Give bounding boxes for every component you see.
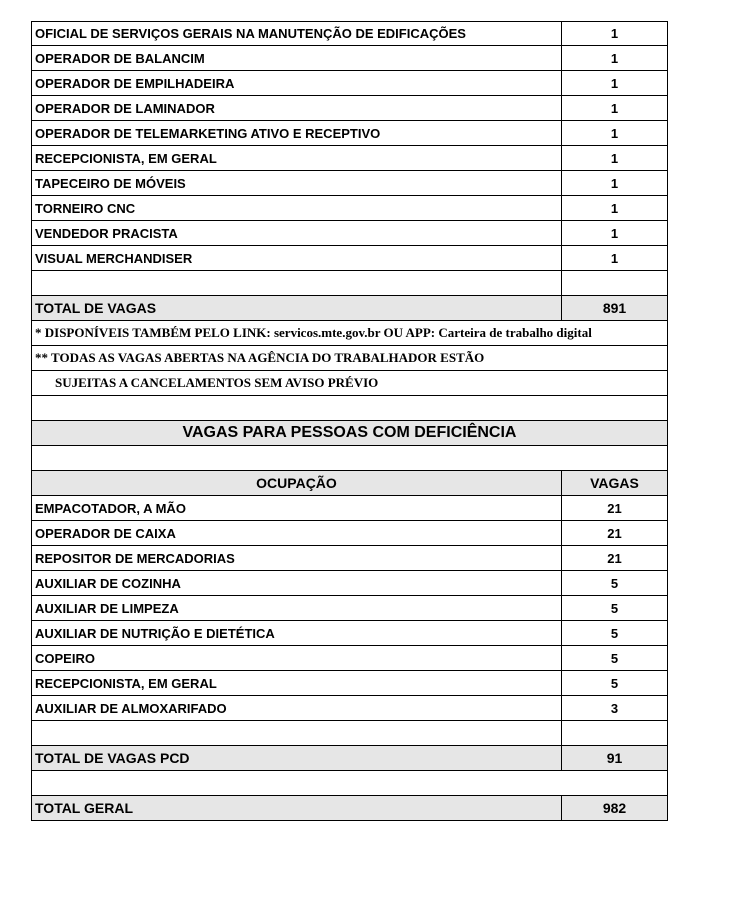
pcd-section-title: VAGAS PARA PESSOAS COM DEFICIÊNCIA	[182, 424, 517, 441]
total-geral-row	[31, 796, 668, 821]
table-row	[31, 571, 668, 596]
table-row	[31, 171, 668, 196]
ocupacao-cell: AUXILIAR DE COZINHA	[32, 571, 562, 595]
table-row	[31, 121, 668, 146]
blank-row	[31, 771, 668, 796]
table-row	[31, 46, 668, 71]
ocupacao-cell: AUXILIAR DE LIMPEZA	[32, 596, 562, 620]
vagas-cell: 1	[610, 250, 619, 266]
vagas-cell: 5	[610, 625, 619, 641]
ocupacao-cell: OPERADOR DE CAIXA	[32, 521, 562, 545]
ocupacao-cell: OPERADOR DE EMPILHADEIRA	[32, 71, 562, 95]
table-row	[31, 96, 668, 121]
blank-row	[31, 396, 668, 421]
vagas-cell: 1	[610, 175, 619, 191]
total-geral-value: 982	[602, 800, 627, 816]
ocupacao-cell: RECEPCIONISTA, EM GERAL	[32, 146, 562, 170]
vagas-cell: 5	[610, 675, 619, 691]
ocupacao-cell: VENDEDOR PRACISTA	[32, 221, 562, 245]
ocupacao-cell: RECEPCIONISTA, EM GERAL	[32, 671, 562, 695]
ocupacao-cell: REPOSITOR DE MERCADORIAS	[32, 546, 562, 570]
table-row	[31, 546, 668, 571]
vagas-cell: 1	[610, 225, 619, 241]
vagas-cell: 21	[607, 500, 622, 516]
ocupacao-cell: EMPACOTADOR, A MÃO	[32, 496, 562, 520]
table-row	[31, 221, 668, 246]
table-row	[31, 71, 668, 96]
job-vacancies-sheet	[31, 21, 668, 821]
vagas-cell: 1	[610, 200, 619, 216]
ocupacao-cell: TORNEIRO CNC	[32, 196, 562, 220]
vagas-cell: 1	[610, 75, 619, 91]
table-row	[31, 696, 668, 721]
table-row	[31, 21, 668, 46]
table-row	[31, 146, 668, 171]
total-vagas-value: 891	[602, 300, 627, 316]
col-header-vagas: VAGAS	[590, 475, 639, 491]
vagas-cell: 5	[610, 600, 619, 616]
note-cancel: ** TODAS AS VAGAS ABERTAS NA AGÊNCIA DO TRABALHADOR ESTÃO	[35, 350, 485, 365]
total-pcd-row	[31, 746, 668, 771]
table-row	[31, 671, 668, 696]
ocupacao-cell: VISUAL MERCHANDISER	[32, 246, 562, 270]
vagas-cell: 5	[610, 575, 619, 591]
ocupacao-cell: TAPECEIRO DE MÓVEIS	[32, 171, 562, 195]
total-pcd-label: TOTAL DE VAGAS PCD	[32, 746, 562, 770]
table-row	[31, 496, 668, 521]
ocupacao-cell: OPERADOR DE TELEMARKETING ATIVO E RECEPTIVO	[32, 121, 562, 145]
vagas-cell: 1	[610, 50, 619, 66]
ocupacao-cell: COPEIRO	[32, 646, 562, 670]
vagas-cell: 1	[610, 100, 619, 116]
note-row	[31, 346, 668, 371]
ocupacao-cell: OPERADOR DE BALANCIM	[32, 46, 562, 70]
total-pcd-value: 91	[606, 750, 623, 766]
blank-row	[31, 446, 668, 471]
col-header-ocupacao: OCUPAÇÃO	[32, 471, 562, 495]
total-geral-label: TOTAL GERAL	[32, 796, 562, 820]
vagas-cell: 1	[610, 125, 619, 141]
vagas-cell: 3	[610, 700, 619, 716]
table-row	[31, 196, 668, 221]
blank-row	[31, 721, 668, 746]
note-row	[31, 371, 668, 396]
table-row	[31, 521, 668, 546]
table-row	[31, 246, 668, 271]
vagas-cell: 1	[610, 26, 619, 41]
vagas-cell: 21	[607, 550, 622, 566]
ocupacao-cell: AUXILIAR DE ALMOXARIFADO	[32, 696, 562, 720]
pcd-header-row	[31, 471, 668, 496]
note-cancel-cont: SUJEITAS A CANCELAMENTOS SEM AVISO PRÉVIO	[55, 375, 379, 390]
pcd-table	[31, 496, 668, 721]
vagas-cell: 1	[610, 150, 619, 166]
vacancies-table	[31, 21, 668, 271]
blank-row	[31, 271, 668, 296]
vagas-cell: 21	[607, 525, 622, 541]
vagas-cell: 5	[610, 650, 619, 666]
ocupacao-cell: AUXILIAR DE NUTRIÇÃO E DIETÉTICA	[32, 621, 562, 645]
table-row	[31, 621, 668, 646]
total-vagas-row	[31, 296, 668, 321]
table-row	[31, 596, 668, 621]
table-row	[31, 646, 668, 671]
total-vagas-label: TOTAL DE VAGAS	[32, 296, 562, 320]
pcd-section-title-row	[31, 421, 668, 446]
ocupacao-cell: OFICIAL DE SERVIÇOS GERAIS NA MANUTENÇÃO DE EDIFICAÇÕES	[32, 22, 562, 45]
ocupacao-cell: OPERADOR DE LAMINADOR	[32, 96, 562, 120]
note-row	[31, 321, 668, 346]
note-link: * DISPONÍVEIS TAMBÉM PELO LINK: servicos.mte.gov.br OU APP: Carteira de trabalho digital	[35, 325, 592, 340]
